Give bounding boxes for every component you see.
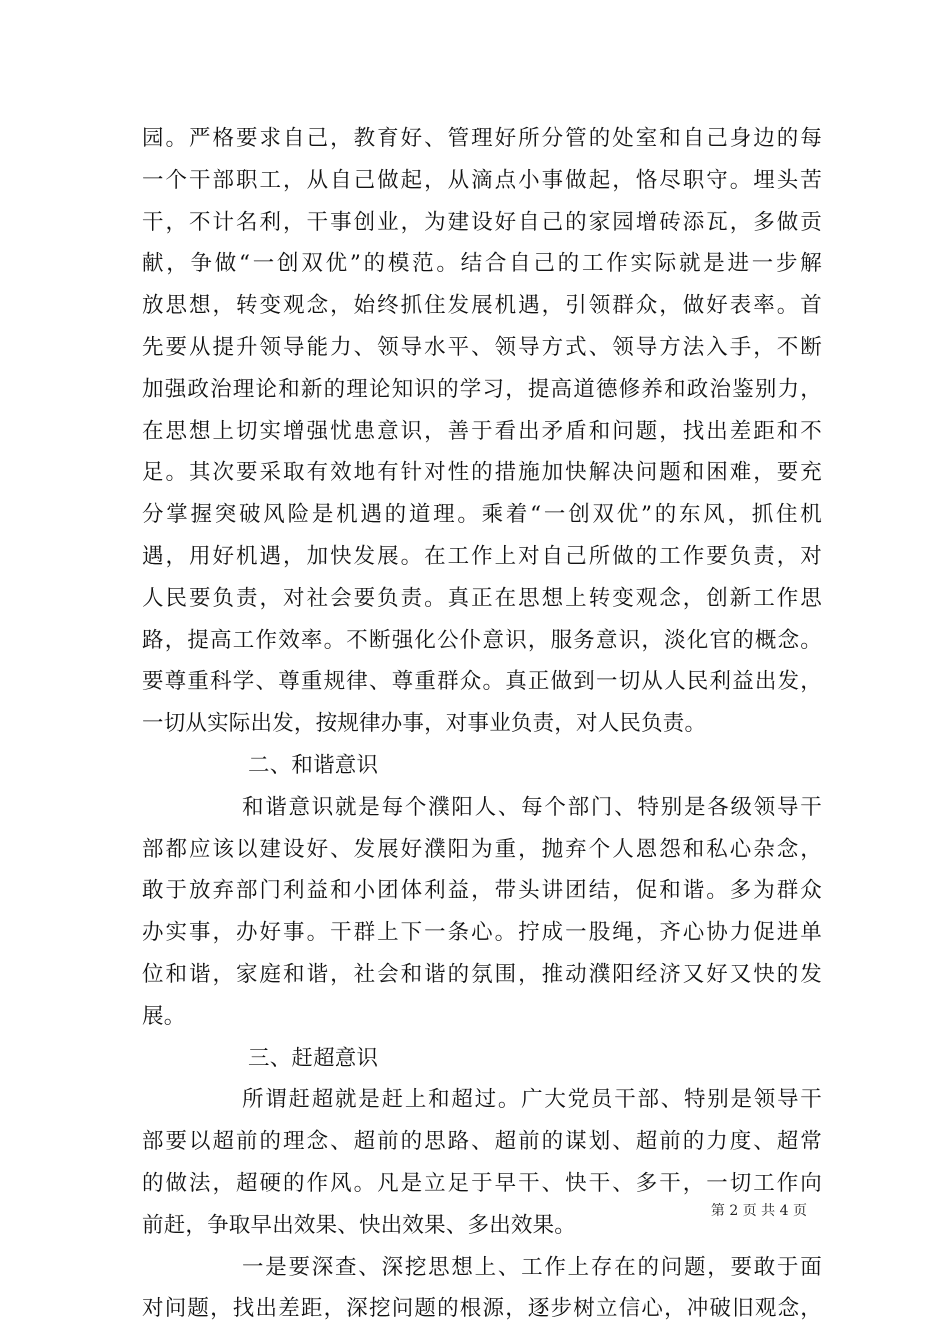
text-line: 和谐意识就是每个濮阳人、每个部门、特别是各级领导干 xyxy=(242,794,822,820)
text-line: 对问题，找出差距，深挖问题的根源，逐步树立信心，冲破旧观念， xyxy=(142,1296,822,1322)
text-line: 所谓赶超就是赶上和超过。广大党员干部、特别是领导干 xyxy=(242,1087,822,1113)
text-line: 分掌握突破风险是机遇的道理。乘着“一创双优”的东风，抓住机 xyxy=(142,502,822,528)
document-body xyxy=(142,118,822,1330)
section-heading: 三、赶超意识 xyxy=(248,1045,379,1071)
text-line: 部都应该以建设好、发展好濮阳为重，抛弃个人恩怨和私心杂念， xyxy=(142,836,822,862)
section-heading: 二、和谐意识 xyxy=(248,752,379,778)
text-line: 加强政治理论和新的理论知识的学习，提高道德修养和政治鉴别力， xyxy=(142,376,822,402)
text-line: 部要以超前的理念、超前的思路、超前的谋划、超前的力度、超常 xyxy=(142,1129,822,1155)
text-line: 路，提高工作效率。不断强化公仆意识，服务意识，淡化官的概念。 xyxy=(142,627,822,653)
text-line: 前赶，争取早出效果、快出效果、多出效果。 xyxy=(142,1212,577,1238)
text-line: 一是要深查、深挖思想上、工作上存在的问题，要敢于面 xyxy=(242,1254,822,1280)
text-line: 献，争做“一创双优”的模范。结合自己的工作实际就是进一步解 xyxy=(142,251,822,277)
text-line: 干，不计名利，干事创业，为建设好自己的家园增砖添瓦，多做贡 xyxy=(142,209,822,235)
text-line: 办实事，办好事。干群上下一条心。拧成一股绳，齐心协力促进单 xyxy=(142,920,822,946)
text-line: 一切从实际出发，按规律办事，对事业负责，对人民负责。 xyxy=(142,711,707,737)
text-line: 放思想，转变观念，始终抓住发展机遇，引领群众，做好表率。首 xyxy=(142,293,822,319)
text-line: 要尊重科学、尊重规律、尊重群众。真正做到一切从人民利益出发， xyxy=(142,669,822,695)
text-line: 足。其次要采取有效地有针对性的措施加快解决问题和困难，要充 xyxy=(142,460,822,486)
page-number: 第 2 页 共 4 页 xyxy=(710,1203,807,1219)
text-line: 展。 xyxy=(142,1003,186,1029)
text-line: 敢于放弃部门利益和小团体利益，带头讲团结，促和谐。多为群众 xyxy=(142,878,822,904)
text-line: 的做法，超硬的作风。凡是立足于早干、快干、多干，一切工作向 xyxy=(142,1170,822,1196)
text-line: 一个干部职工，从自己做起，从滴点小事做起，恪尽职守。埋头苦 xyxy=(142,167,822,193)
text-line: 在思想上切实增强忧患意识，善于看出矛盾和问题，找出差距和不 xyxy=(142,418,822,444)
text-line: 遇，用好机遇，加快发展。在工作上对自己所做的工作要负责，对 xyxy=(142,543,822,569)
text-line: 园。严格要求自己，教育好、管理好所分管的处室和自己身边的每 xyxy=(142,126,822,151)
text-line: 位和谐，家庭和谐，社会和谐的氛围，推动濮阳经济又好又快的发 xyxy=(142,961,822,987)
text-line: 人民要负责，对社会要负责。真正在思想上转变观念，创新工作思 xyxy=(142,585,822,611)
text-line: 先要从提升领导能力、领导水平、领导方式、领导方法入手，不断 xyxy=(142,334,822,360)
